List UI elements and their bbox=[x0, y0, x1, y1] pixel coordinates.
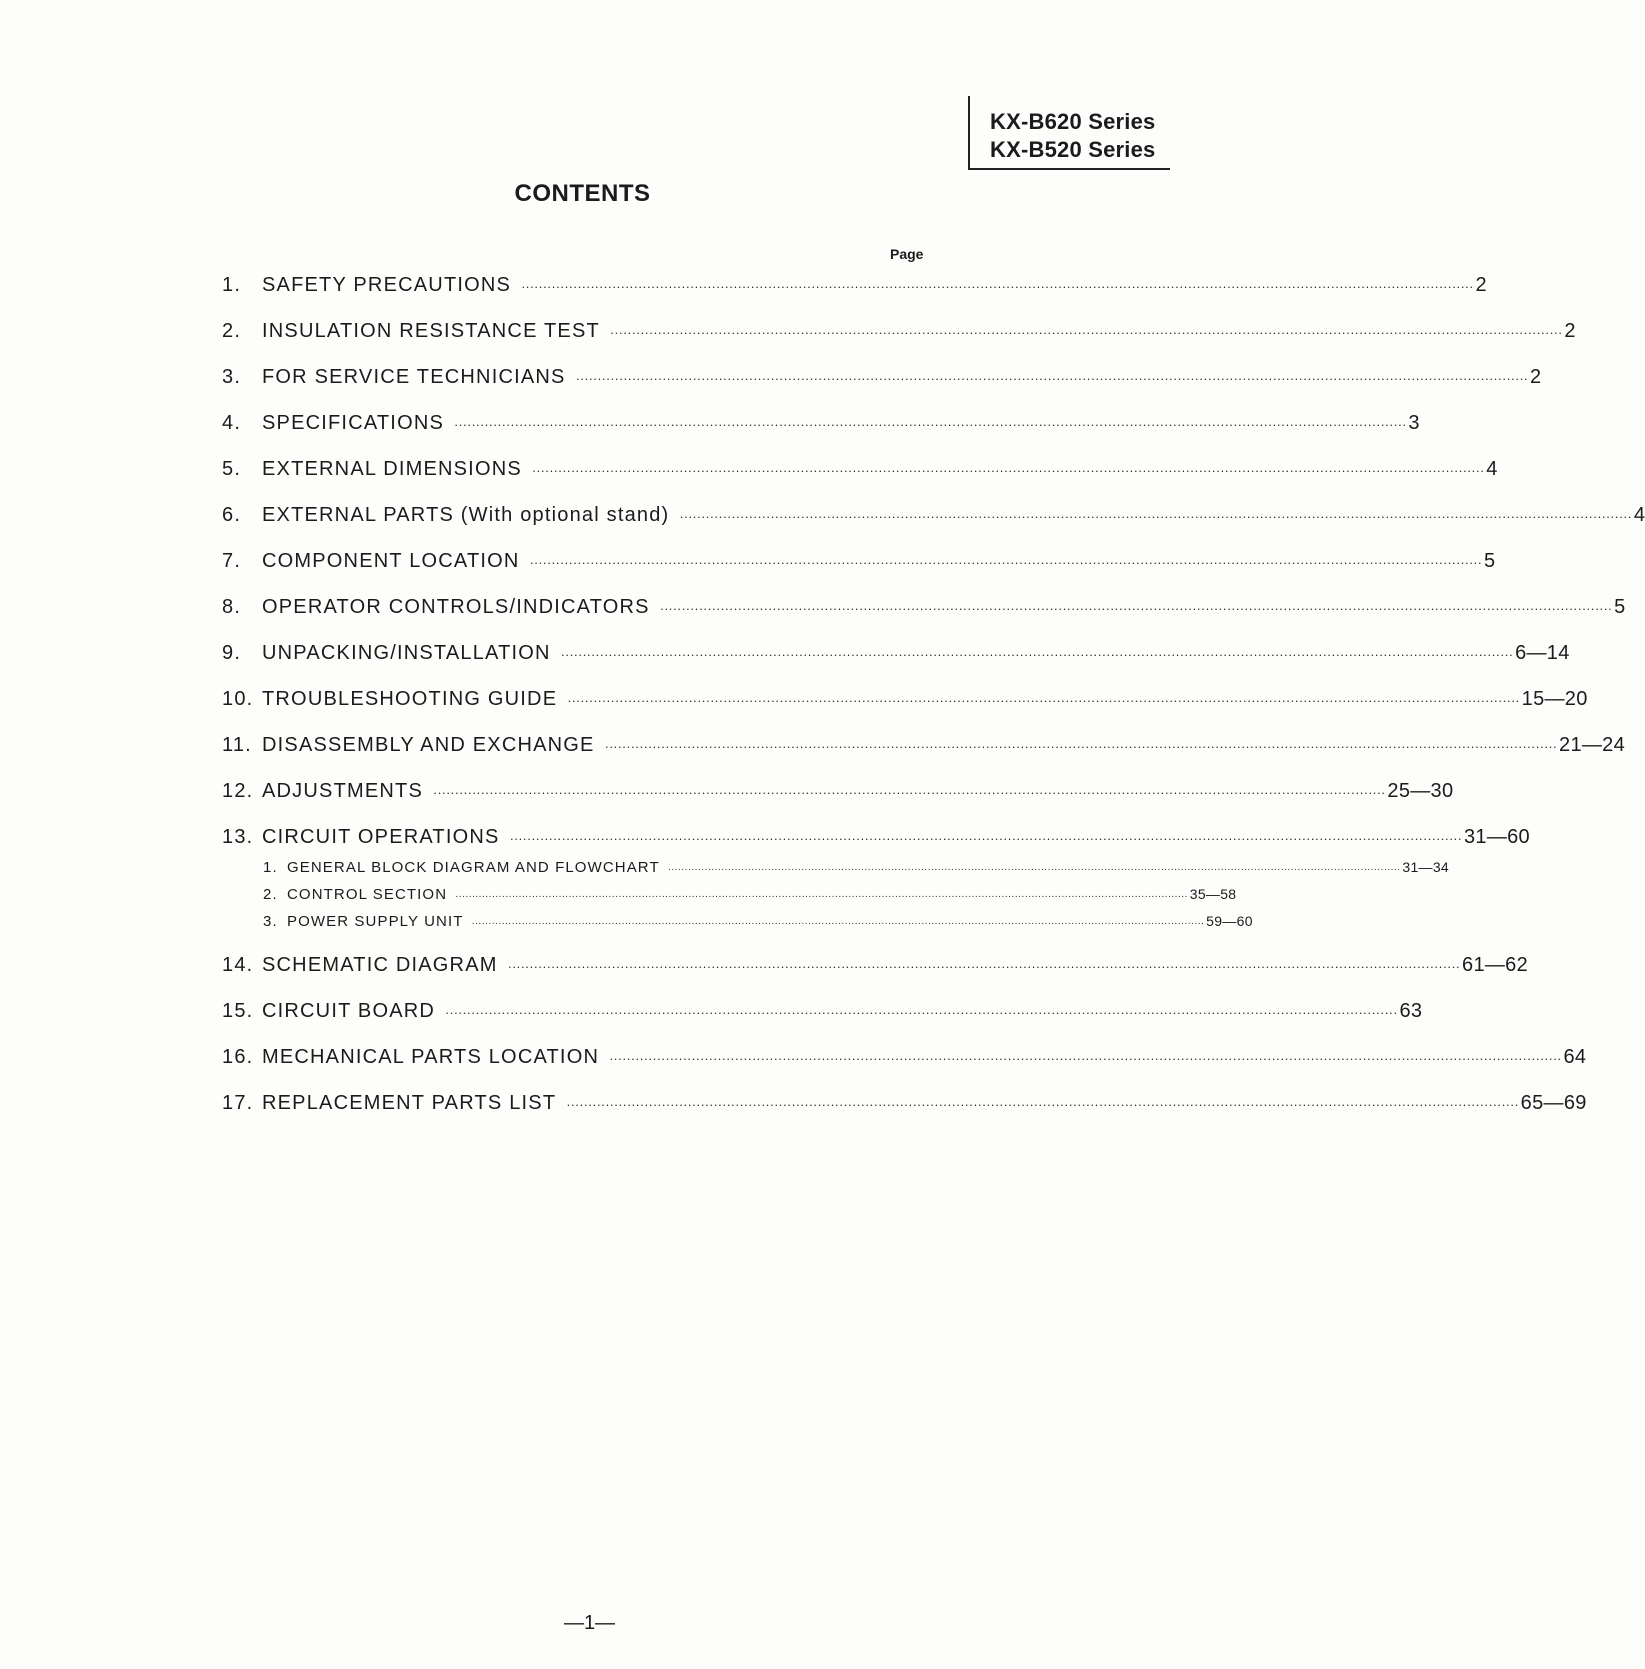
page-number: —1— bbox=[563, 1612, 616, 1634]
toc-page: 64 bbox=[1563, 1046, 1587, 1068]
dot-leader: ···························································································································································································································· bbox=[604, 739, 1558, 754]
toc-entry[interactable] bbox=[222, 642, 1570, 665]
toc-subentry[interactable] bbox=[263, 859, 1450, 876]
dot-leader: ···························································································································································································································· bbox=[560, 647, 1514, 662]
toc-entry[interactable] bbox=[222, 826, 1530, 849]
dot-leader: ···························································································································································································································· bbox=[471, 918, 1205, 929]
toc-entry[interactable] bbox=[222, 274, 1487, 297]
dot-leader: ···························································································································································································································· bbox=[575, 371, 1528, 386]
dot-leader: ···························································································································································································································· bbox=[507, 959, 1461, 974]
toc-title: CIRCUIT BOARD bbox=[262, 1000, 436, 1022]
dot-leader: ···························································································································································································································· bbox=[609, 325, 1563, 340]
toc-title: UNPACKING/INSTALLATION bbox=[262, 642, 551, 664]
toc-number: 1. bbox=[222, 274, 242, 296]
series-label-2: KX-B520 Series bbox=[990, 137, 1156, 162]
toc-page: 2 bbox=[1475, 274, 1487, 296]
toc-page: 5 bbox=[1483, 550, 1496, 572]
toc-number: 13. bbox=[222, 826, 254, 848]
toc-number: 7. bbox=[222, 550, 242, 572]
toc-subentry[interactable] bbox=[263, 886, 1237, 903]
toc-title: SCHEMATIC DIAGRAM bbox=[262, 954, 498, 976]
toc-page: 6—14 bbox=[1515, 642, 1570, 664]
dot-leader: ···························································································································································································································· bbox=[521, 279, 1474, 294]
toc-title: FOR SERVICE TECHNICIANS bbox=[262, 366, 566, 388]
toc-entry[interactable] bbox=[222, 734, 1626, 757]
series-label-1: KX-B620 Series bbox=[990, 109, 1156, 134]
toc-entry[interactable] bbox=[222, 550, 1496, 573]
toc-title: SAFETY PRECAUTIONS bbox=[262, 274, 512, 296]
toc-page: 4 bbox=[1486, 458, 1498, 480]
toc-subentry[interactable] bbox=[263, 913, 1253, 930]
toc-page: 15—20 bbox=[1521, 688, 1588, 710]
toc-title: ADJUSTMENTS bbox=[262, 780, 423, 802]
dot-leader: ···························································································································································································································· bbox=[529, 555, 1482, 570]
toc-title: DISASSEMBLY AND EXCHANGE bbox=[262, 734, 595, 756]
dot-leader: ···························································································································································································································· bbox=[659, 601, 1613, 616]
toc-entry[interactable] bbox=[222, 1092, 1587, 1115]
toc-entry[interactable] bbox=[222, 412, 1420, 435]
dot-leader: ···························································································································································································································· bbox=[445, 1005, 1398, 1020]
dot-leader: ···························································································································································································································· bbox=[454, 417, 1407, 432]
toc-number: 2. bbox=[222, 320, 242, 342]
toc-number: 15. bbox=[222, 1000, 254, 1022]
toc-page: 4 bbox=[1633, 504, 1645, 526]
toc-number: 6. bbox=[222, 504, 242, 526]
dot-leader: ···························································································································································································································· bbox=[667, 864, 1401, 875]
toc-page: 31—34 bbox=[1402, 859, 1450, 875]
toc-page: 35—58 bbox=[1189, 886, 1237, 902]
toc-page: 3 bbox=[1408, 412, 1420, 434]
dot-leader: ···························································································································································································································· bbox=[432, 785, 1386, 800]
page-column-label: Page bbox=[890, 246, 924, 262]
page-title: CONTENTS bbox=[514, 180, 651, 207]
toc-number: 10. bbox=[222, 688, 254, 710]
dot-leader: ···························································································································································································································· bbox=[509, 831, 1462, 846]
toc-entry[interactable] bbox=[222, 688, 1588, 711]
toc-title: OPERATOR CONTROLS/INDICATORS bbox=[262, 596, 650, 618]
toc-number: 9. bbox=[222, 642, 242, 664]
toc-title: TROUBLESHOOTING GUIDE bbox=[262, 688, 558, 710]
toc-title: REPLACEMENT PARTS LIST bbox=[262, 1092, 557, 1114]
dot-leader: ···························································································································································································································· bbox=[679, 509, 1632, 524]
toc-entry[interactable] bbox=[222, 1000, 1423, 1023]
toc-entry[interactable] bbox=[222, 596, 1626, 619]
toc-page: 63 bbox=[1399, 1000, 1423, 1022]
toc-entry[interactable] bbox=[222, 1046, 1587, 1069]
toc-title: POWER SUPPLY UNIT bbox=[287, 913, 464, 930]
toc-page: 21—24 bbox=[1559, 734, 1626, 756]
toc-number: 1. bbox=[263, 859, 278, 876]
toc-title: INSULATION RESISTANCE TEST bbox=[262, 320, 600, 342]
toc-title: SPECIFICATIONS bbox=[262, 412, 445, 434]
toc-title: EXTERNAL PARTS (With optional stand) bbox=[262, 504, 670, 526]
toc-page: 61—62 bbox=[1462, 954, 1529, 976]
dot-leader: ···························································································································································································································· bbox=[531, 463, 1485, 478]
toc-entry[interactable] bbox=[222, 320, 1576, 343]
toc-number: 14. bbox=[222, 954, 254, 976]
toc-number: 5. bbox=[222, 458, 242, 480]
dot-leader: ···························································································································································································································· bbox=[567, 693, 1520, 708]
toc-page: 5 bbox=[1614, 596, 1626, 618]
toc-number: 2. bbox=[263, 886, 278, 903]
toc-number: 8. bbox=[222, 596, 242, 618]
toc-number: 3. bbox=[222, 366, 242, 388]
toc-title: MECHANICAL PARTS LOCATION bbox=[262, 1046, 600, 1068]
toc-number: 4. bbox=[222, 412, 242, 434]
toc-number: 17. bbox=[222, 1092, 254, 1114]
dot-leader: ···························································································································································································································· bbox=[455, 891, 1188, 902]
toc-number: 12. bbox=[222, 780, 254, 802]
toc-entry[interactable] bbox=[222, 366, 1542, 389]
dot-leader: ···························································································································································································································· bbox=[566, 1097, 1519, 1112]
toc-entry[interactable] bbox=[222, 504, 1645, 527]
toc-number: 3. bbox=[263, 913, 278, 930]
toc-page: 2 bbox=[1529, 366, 1542, 388]
toc-page: 25—30 bbox=[1387, 780, 1454, 802]
toc-title: COMPONENT LOCATION bbox=[262, 550, 520, 572]
dot-leader: ···························································································································································································································· bbox=[609, 1051, 1562, 1066]
toc-title: CIRCUIT OPERATIONS bbox=[262, 826, 500, 848]
toc-number: 16. bbox=[222, 1046, 254, 1068]
toc-number: 11. bbox=[222, 734, 252, 756]
toc-entry[interactable] bbox=[222, 954, 1529, 977]
toc-title: EXTERNAL DIMENSIONS bbox=[262, 458, 522, 480]
toc-title: GENERAL BLOCK DIAGRAM AND FLOWCHART bbox=[287, 859, 660, 876]
toc-page: 2 bbox=[1564, 320, 1576, 342]
toc-page: 59—60 bbox=[1206, 913, 1253, 929]
toc-page: 65—69 bbox=[1520, 1092, 1587, 1114]
toc-page: 31—60 bbox=[1463, 826, 1530, 848]
toc-entry[interactable] bbox=[222, 780, 1454, 803]
toc-entry[interactable] bbox=[222, 458, 1498, 481]
toc-title: CONTROL SECTION bbox=[287, 886, 448, 903]
